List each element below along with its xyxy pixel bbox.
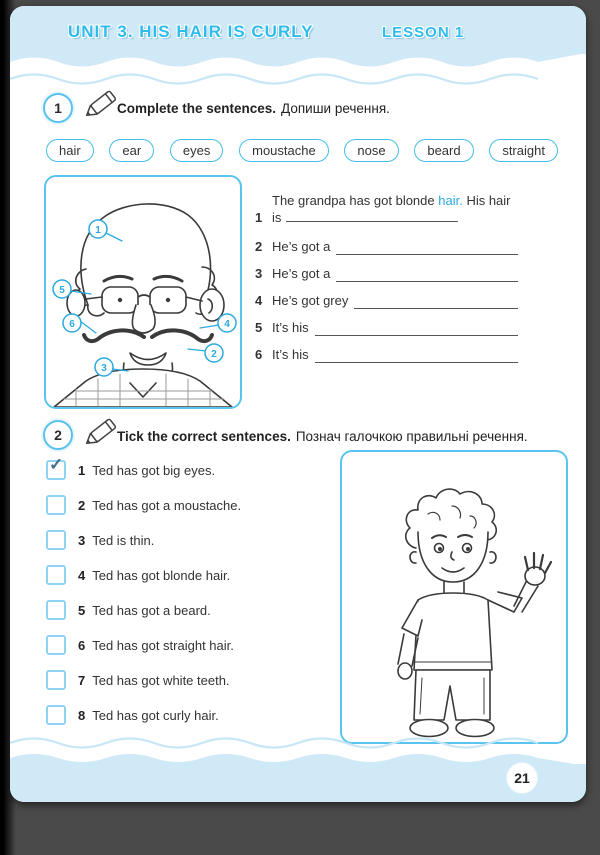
checkbox[interactable] (46, 565, 66, 585)
wave-divider-top (10, 53, 586, 71)
sentence-row (255, 265, 518, 282)
checkbox[interactable] (46, 530, 66, 550)
word-chip: eyes (170, 139, 223, 162)
answer-blank[interactable] (336, 278, 518, 282)
figure-label: 5 (59, 285, 65, 296)
check-row (46, 496, 326, 514)
check-row (46, 531, 326, 549)
item-number: 7 (78, 672, 86, 688)
answer-blank[interactable] (286, 218, 458, 222)
item-text: Ted has got a beard. (92, 602, 211, 618)
sentence-row (255, 192, 518, 226)
check-row (46, 455, 326, 479)
checkbox[interactable] (46, 495, 66, 515)
sentence-text: He’s got a (272, 266, 331, 281)
exercise2-checklist (46, 455, 326, 741)
exercise1-title (117, 101, 390, 116)
exercise1-title-uk: Допиши речення. (281, 101, 390, 116)
item-text: Ted has got curly hair. (92, 707, 219, 723)
word-chip: beard (414, 139, 473, 162)
grandpa-illustration (46, 177, 240, 407)
figure-label: 3 (101, 363, 107, 374)
sentence-number: 5 (255, 320, 263, 335)
exercise1-sentences (255, 192, 518, 373)
item-number: 4 (78, 567, 86, 583)
exercise2-number-badge: 2 (43, 420, 73, 450)
word-chip: moustache (239, 139, 329, 162)
item-number: 6 (78, 637, 86, 653)
sentence-number: 1 (255, 210, 263, 225)
sentence-number: 2 (255, 239, 263, 254)
answer-blank[interactable] (354, 305, 518, 309)
item-text: Ted has got white teeth. (92, 672, 230, 688)
sentence-number: 3 (255, 266, 263, 281)
sentence-post: His hair is (272, 193, 511, 225)
item-text: Ted has got blonde hair. (92, 567, 231, 583)
sentence-pre: The grandpa has got blonde (272, 193, 439, 208)
item-text: Ted has got straight hair. (92, 637, 234, 653)
ted-figure-frame (340, 450, 568, 744)
answer-blank[interactable] (315, 332, 518, 336)
sentence-row (255, 346, 518, 363)
exercise2-title (117, 429, 528, 444)
word-chip: nose (344, 139, 398, 162)
sentence-row (255, 238, 518, 255)
checkbox[interactable] (46, 455, 66, 480)
figure-label: 4 (224, 319, 230, 330)
check-mark: ✓ (49, 455, 64, 474)
sentence-row (255, 319, 518, 336)
lesson-label: LESSON 1 (382, 24, 465, 41)
check-row (46, 601, 326, 619)
word-bank (46, 139, 558, 162)
sentence-text: It’s his (272, 347, 309, 362)
item-number: 3 (78, 532, 86, 548)
footer-band (10, 764, 586, 802)
exercise2-title-uk: Познач галочкою правильні речення. (295, 429, 528, 444)
item-number: 5 (78, 602, 86, 618)
figure-label: 1 (95, 225, 101, 236)
item-text: Ted is thin. (92, 532, 155, 548)
figure-label: 2 (211, 349, 217, 360)
sentence-text: He’s got grey (272, 293, 349, 308)
item-number: 8 (78, 707, 86, 723)
figure-label: 6 (69, 319, 75, 330)
sentence-highlight: hair. (438, 193, 463, 208)
checkbox[interactable] (46, 670, 66, 690)
item-text: Ted has got a moustache. (92, 497, 242, 513)
unit-title: UNIT 3. HIS HAIR IS CURLY (68, 22, 314, 41)
sentence-number: 4 (255, 293, 263, 308)
checkbox[interactable] (46, 705, 66, 725)
exercise1-title-en: Complete the sentences. (117, 101, 277, 116)
item-number: 2 (78, 497, 86, 513)
ted-illustration (342, 452, 566, 742)
item-text: Ted has got big eyes. (92, 462, 216, 478)
check-row (46, 671, 326, 689)
page-number-badge: 21 (506, 762, 538, 794)
workbook-page (10, 6, 586, 802)
check-row (46, 636, 326, 654)
answer-blank[interactable] (315, 359, 518, 363)
sentence-text: He’s got a (272, 239, 331, 254)
word-chip: straight (489, 139, 558, 162)
sentence-number: 6 (255, 347, 263, 362)
exercise2-title-en: Tick the correct sentences. (117, 429, 291, 444)
check-row (46, 566, 326, 584)
sentence-text: It’s his (272, 320, 309, 335)
sentence-text (272, 192, 518, 226)
item-number: 1 (78, 462, 86, 478)
word-chip: hair (46, 139, 94, 162)
check-row (46, 706, 326, 724)
grandpa-figure-frame (44, 175, 242, 409)
checkbox[interactable] (46, 635, 66, 655)
sentence-row (255, 292, 518, 309)
word-chip: ear (109, 139, 154, 162)
checkbox[interactable] (46, 600, 66, 620)
exercise1-number-badge: 1 (43, 93, 73, 123)
answer-blank[interactable] (336, 251, 518, 255)
